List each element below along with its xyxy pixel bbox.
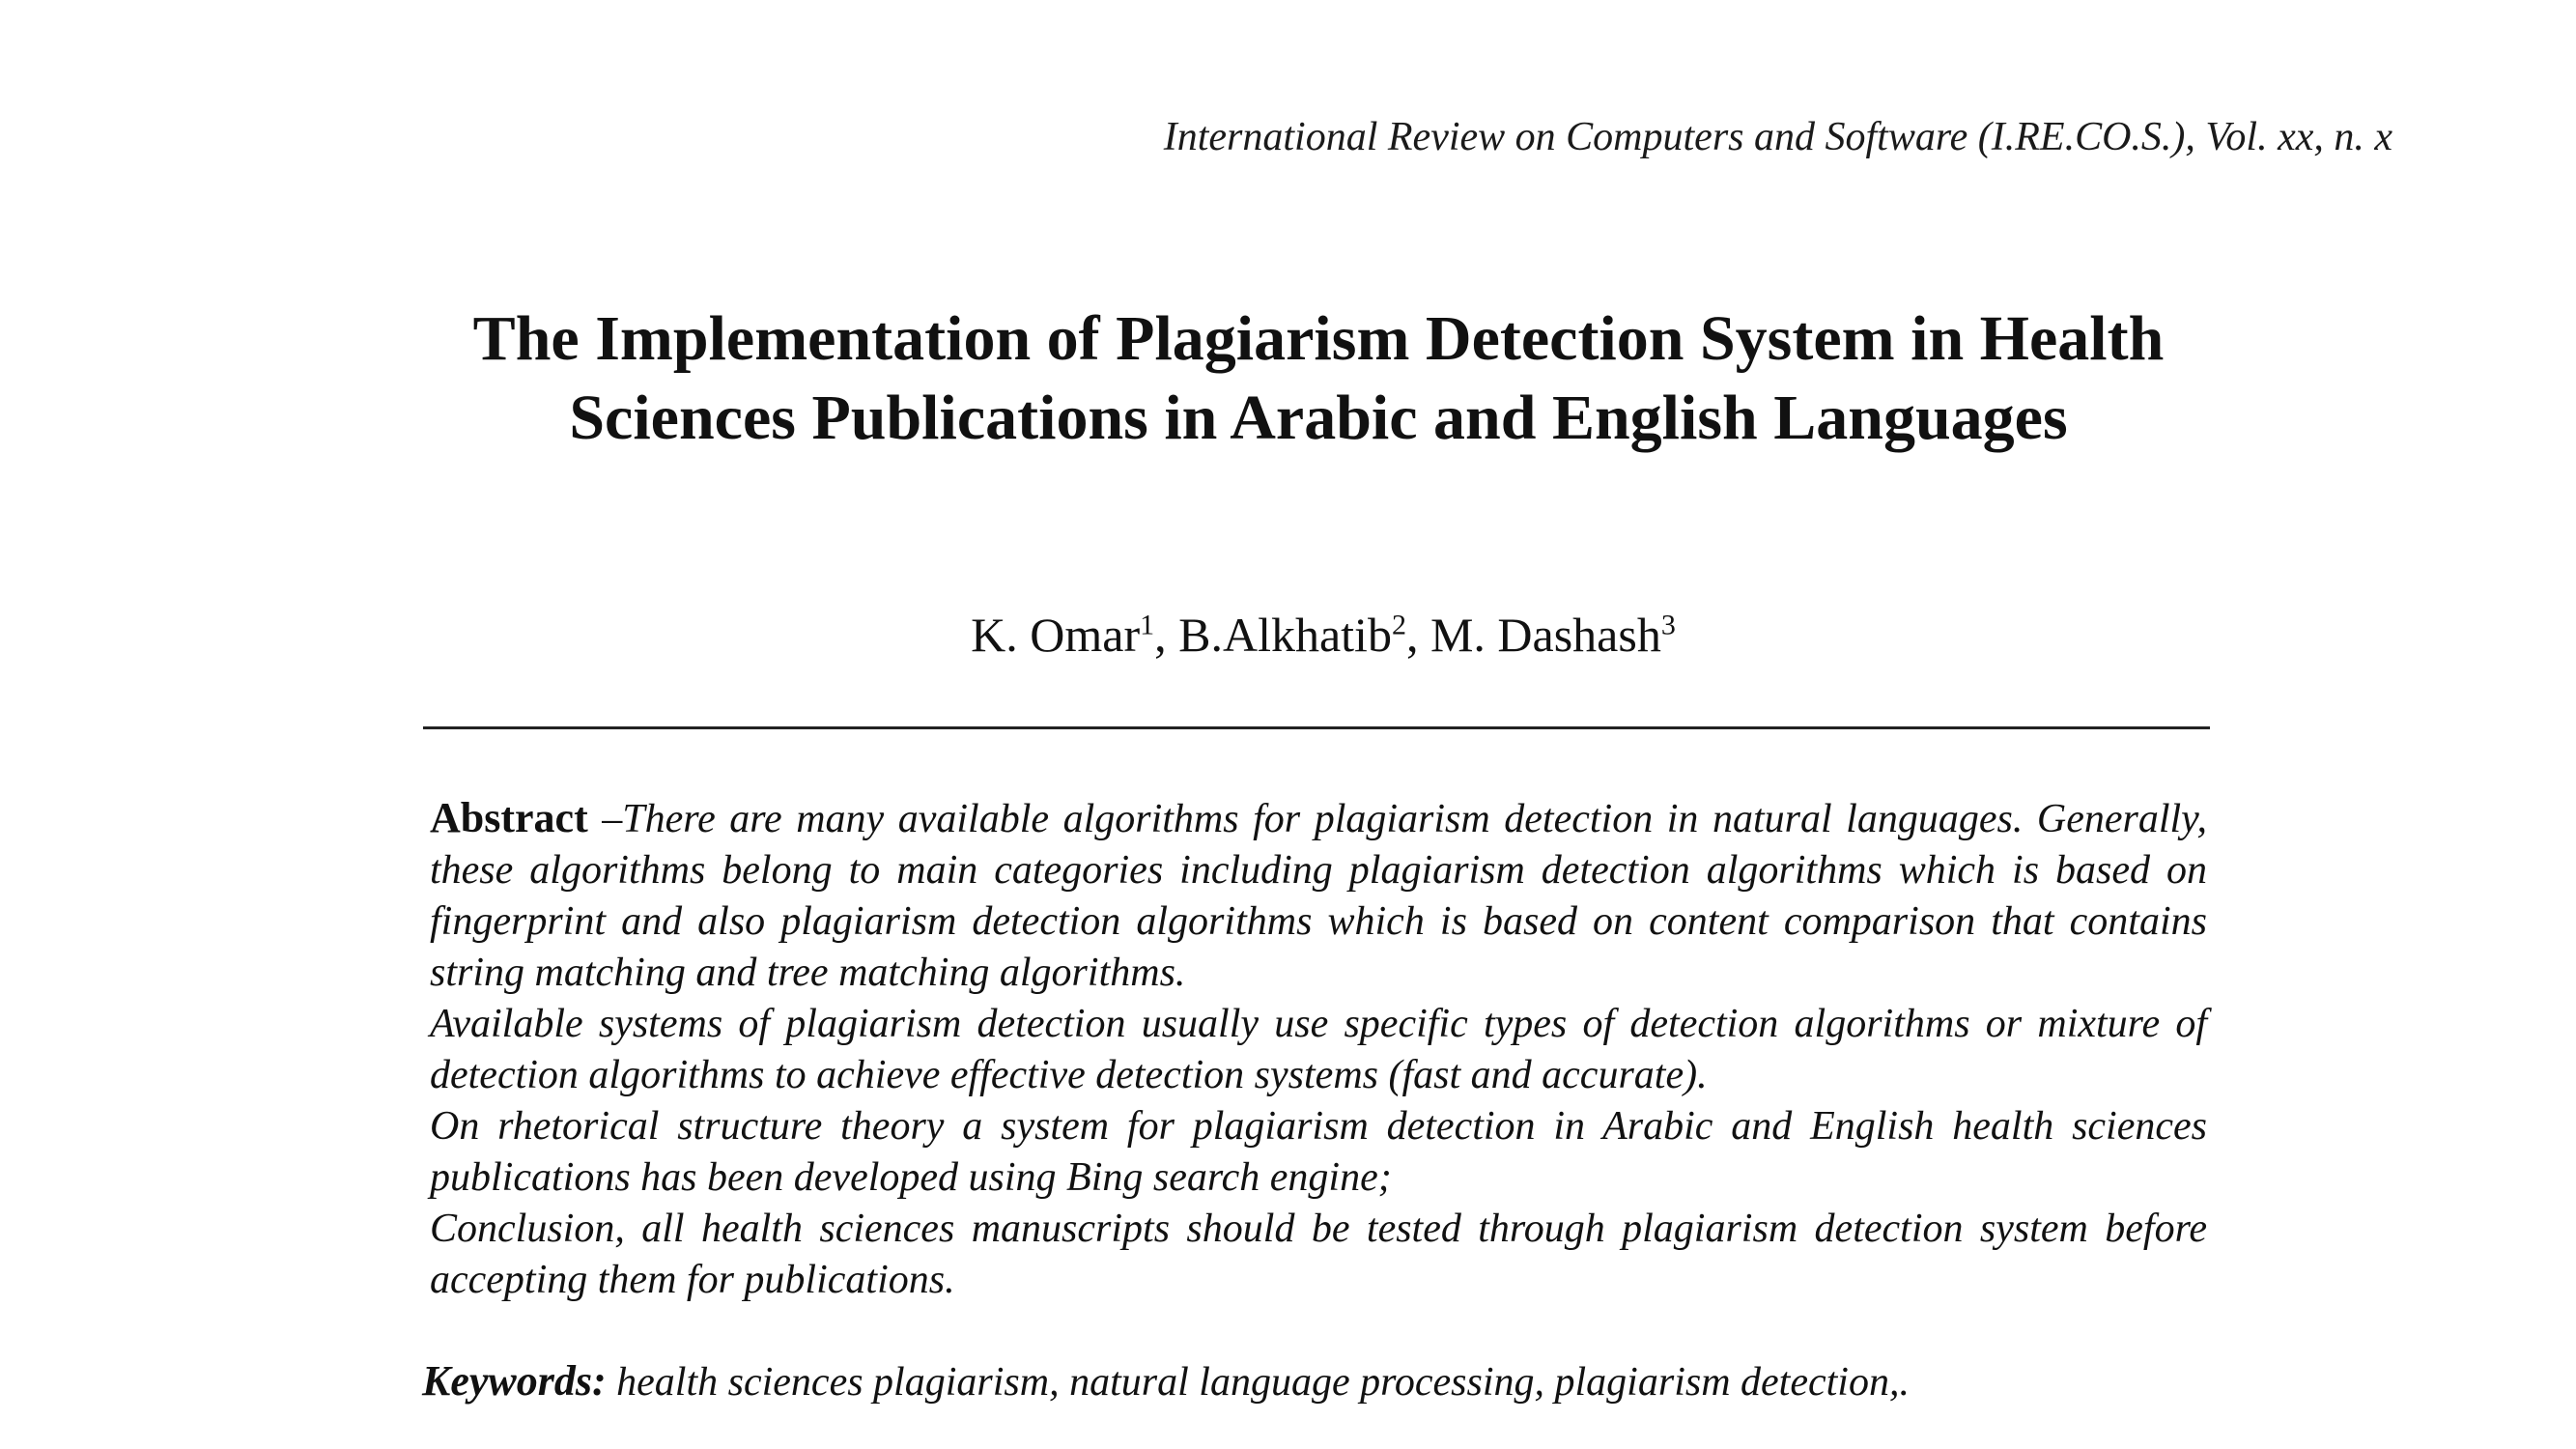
abstract-paragraph: On rhetorical structure theory a system for plagiarism detection in Arabic and English health sciences publications has been developed using Bing search engine;: [430, 1104, 2207, 1200]
author-name: K. Omar: [971, 608, 1141, 662]
keywords-text: health sciences plagiarism, natural language processing, plagiarism detection,.: [606, 1360, 1910, 1405]
author-affiliation: 1: [1140, 609, 1155, 641]
author-name: B.Alkhatib: [1178, 608, 1392, 662]
abstract-label: Abstract: [430, 794, 588, 841]
keywords-section: [422, 1356, 1910, 1406]
title-line-2: Sciences Publications in Arabic and English Languages: [569, 383, 2068, 453]
horizontal-rule: [423, 726, 2210, 729]
paper-title: [0, 299, 2576, 458]
author-affiliation: 3: [1660, 609, 1676, 641]
author-affiliation: 2: [1391, 609, 1406, 641]
author-name: M. Dashash: [1430, 608, 1661, 662]
abstract-text: There are many available algorithms for plagiarism detection in natural languages. Generally, these algorithms belong to main categories including plagiarism detection algorithms which is based on fingerprint and also plagiarism detection algorithms which is based on content comparison that contains string matching and tree matching algorithms.: [430, 797, 2207, 995]
abstract-dash: –: [587, 797, 623, 841]
abstract-paragraph: Conclusion, all health sciences manuscripts should be tested through plagiarism detection system before accepting them for publications.: [430, 1207, 2207, 1302]
author-list: K. Omar$^1$, B.Alkhatib$^2$, M. Dashash$^3$: [971, 608, 1676, 662]
journal-header: International Review on Computers and Software (I.RE.CO.S.), Vol. xx, n. x: [1163, 115, 2392, 159]
keywords-label: Keywords:: [422, 1357, 607, 1405]
abstract-section: [430, 792, 2207, 1306]
title-line-1: The Implementation of Plagiarism Detection System in Health: [472, 303, 2165, 374]
abstract-paragraph: [430, 792, 2207, 999]
abstract-paragraph: Available systems of plagiarism detection usually use specific types of detection algorithms or mixture of detection algorithms to achieve effective detection systems (fast and accurate).: [430, 1002, 2207, 1097]
